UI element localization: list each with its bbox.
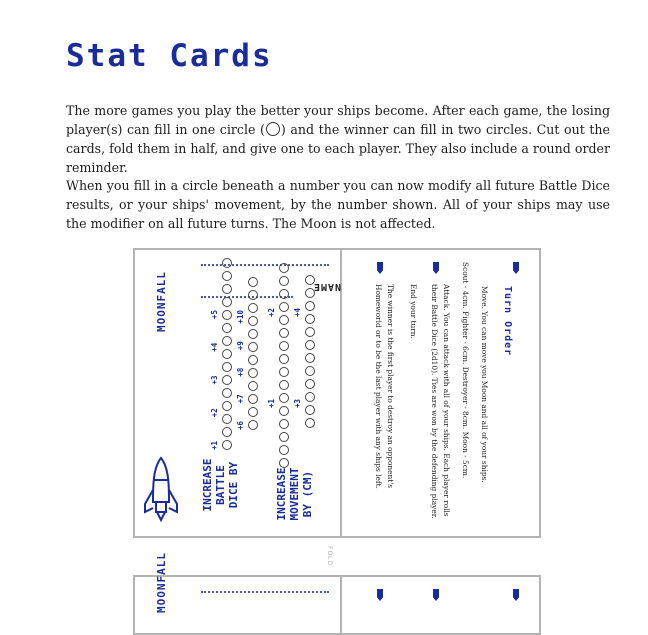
dice-number: +4	[210, 342, 219, 352]
move-number: +2	[267, 308, 276, 318]
intro-text-end: ) and the winner can fill in two circles. Cut out the cards, fold them in half, and give one to each player. They also include a round order reminder.	[66, 122, 610, 175]
fold-line	[340, 577, 342, 633]
dice-circles-row[interactable]	[222, 258, 232, 450]
brand-label: MOONFALL	[155, 271, 168, 332]
dice-number: +3	[210, 375, 219, 385]
move-circles-row-2[interactable]	[305, 275, 315, 428]
chevron-marker-icon	[377, 262, 383, 274]
increase-dice-label	[201, 450, 240, 520]
dice-bottom-numbers	[236, 310, 245, 430]
dice-circles-row-2[interactable]	[248, 277, 258, 430]
modifier-paragraph: When you fill in a circle beneath a number you can now modify all future Battle Dice results, or your ships' movement, by the number shown. All of your ships may use the modifier on all future turns. The Moon is not affected.	[66, 178, 610, 231]
win-condition-detail: Homeworld or to be the last player with any ships left.	[374, 284, 383, 489]
dice-top-numbers	[210, 310, 219, 450]
dice-number: +6	[236, 420, 245, 430]
move-bottom-numbers	[293, 308, 302, 408]
dice-number: +9	[236, 341, 245, 351]
fold-label: FOLD	[326, 546, 333, 567]
chevron-marker-icon	[433, 262, 439, 274]
dice-number: +1	[210, 440, 219, 450]
move-label-line: INCREASE	[275, 467, 288, 521]
turn-step-attack: Attack. You can attack with all of your ships. Each player rolls	[442, 284, 451, 517]
chevron-marker-icon	[377, 589, 383, 601]
chevron-marker-icon	[433, 589, 439, 601]
name-label: NAME	[312, 281, 341, 292]
chevron-marker-icon	[513, 589, 519, 601]
move-label-line: BY (CM)	[301, 470, 314, 518]
fold-line	[340, 250, 342, 536]
dice-number: +10	[236, 310, 245, 324]
dice-number: +5	[210, 310, 219, 320]
move-number: +3	[293, 398, 302, 408]
ring-icon	[266, 122, 280, 136]
move-label-line: MOVEMENT	[288, 467, 301, 521]
win-condition: The winner is the first player to destroy an opponent's	[386, 284, 395, 489]
move-top-numbers	[267, 308, 276, 408]
move-number: +1	[267, 398, 276, 408]
turn-step-move-detail: Scout - 4cm. Fighter - 6cm. Destroyer - 8cm. Moon - 5cm.	[461, 262, 470, 479]
dice-label-line: DICE BY	[227, 461, 240, 509]
dotted-line	[201, 591, 329, 593]
chevron-marker-icon	[513, 262, 519, 274]
intro-paragraph	[66, 101, 610, 177]
intro-text-start: The more games you play the better your ships become. After each game, the losing player(s) can fill in one circle (	[66, 103, 610, 137]
page-title: Stat Cards	[66, 38, 273, 74]
dice-number: +8	[236, 367, 245, 377]
brand-label: MOONFALL	[155, 552, 168, 613]
turn-step-move: Move. You can move you Moon and all of your ships.	[480, 286, 489, 483]
dotted-line	[201, 264, 329, 266]
rocket-icon	[143, 456, 179, 524]
turn-step-attack-detail: their Battle Dice (2d10). Ties are won by the defending player.	[430, 284, 439, 519]
dice-number: +7	[236, 394, 245, 404]
turn-step-end: End your turn.	[409, 284, 418, 339]
dice-label-line: INCREASE	[201, 458, 214, 512]
dice-label-line: BATTLE	[214, 465, 227, 505]
turn-order-title: Turn Order	[502, 286, 513, 357]
dice-number: +2	[210, 408, 219, 418]
move-circles-row[interactable]	[279, 263, 289, 468]
stat-card	[133, 248, 541, 538]
move-number: +4	[293, 308, 302, 318]
